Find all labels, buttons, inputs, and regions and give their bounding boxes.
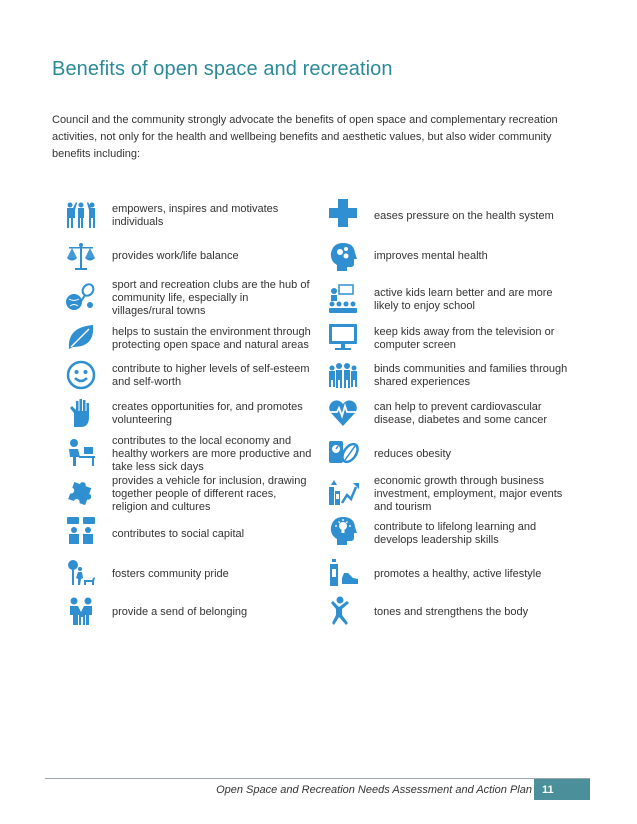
classroom-icon [326, 282, 360, 316]
people-cheering-icon [64, 196, 98, 236]
footer-divider [45, 778, 590, 779]
benefit-text: economic growth through business investment, employment, major events and tourism [374, 474, 563, 513]
walking-dog-icon [64, 556, 98, 590]
medical-cross-icon [326, 196, 360, 230]
heart-pulse-icon [326, 396, 360, 430]
benefit-text: contribute to lifelong learning and develops leadership skills [374, 521, 537, 546]
sports-balls-icon [64, 280, 98, 314]
water-shoe-icon [326, 556, 360, 590]
benefit-text: keep kids away from the television or computer screen [374, 326, 555, 351]
benefit-text: reduces obesity [374, 447, 452, 460]
benefit-text: empowers, inspires and motivates individuals [112, 203, 279, 228]
family-icon [326, 358, 360, 392]
benefit-text: contributes to social capital [112, 527, 245, 540]
scales-icon [64, 240, 98, 274]
smiley-icon [64, 358, 98, 392]
lightbulb-head-icon [326, 514, 360, 548]
stretching-person-icon [326, 594, 360, 628]
page-title: Benefits of open space and recreation [52, 58, 393, 80]
scale-measure-icon [326, 436, 360, 470]
footer-title: Open Space and Recreation Needs Assessment and Action Plan [216, 784, 532, 796]
hand-icon [64, 396, 98, 430]
benefit-text: binds communities and families through shared experiences [374, 363, 568, 388]
television-icon [326, 320, 360, 354]
benefit-text: fosters community pride [112, 567, 229, 580]
growth-chart-icon [326, 476, 360, 510]
benefit-text: promotes a healthy, active lifestyle [374, 567, 542, 580]
page-number: 11 [534, 779, 590, 800]
benefit-text: sport and recreation clubs are the hub of community life, especially in villages/rural towns [112, 278, 310, 317]
benefit-text: improves mental health [374, 249, 488, 262]
two-people-icon [64, 594, 98, 628]
benefit-text: provides work/life balance [112, 249, 239, 262]
benefit-text: contribute to higher levels of self-esteem and self-worth [112, 363, 310, 388]
benefit-text: creates opportunities for, and promotes volunteering [112, 401, 303, 426]
intro-paragraph: Council and the community strongly advocate the benefits of open space and complementary recreation activities, not only for the health and wellbeing benefits and aesthetic values, but also wider community benefits including: [52, 114, 558, 160]
conversation-icon [64, 514, 98, 548]
benefit-text: eases pressure on the health system [374, 209, 554, 222]
leaf-icon [64, 320, 98, 354]
head-gears-icon [326, 240, 360, 274]
benefit-text: active kids learn better and are more likely to enjoy school [374, 287, 553, 312]
benefit-text: provide a send of belonging [112, 605, 248, 618]
benefit-text: tones and strengthens the body [374, 605, 529, 618]
benefit-text: provides a vehicle for inclusion, drawing together people of different races, religion and cultures [112, 474, 307, 513]
desk-worker-icon [64, 436, 98, 470]
benefit-text: can help to prevent cardiovascular disease, diabetes and some cancer [374, 401, 548, 426]
puzzle-icon [64, 476, 98, 510]
benefit-text: helps to sustain the environment through protecting open space and natural areas [112, 326, 311, 351]
benefit-text: contributes to the local economy and healthy workers are more productive and take less sick days [112, 434, 312, 473]
